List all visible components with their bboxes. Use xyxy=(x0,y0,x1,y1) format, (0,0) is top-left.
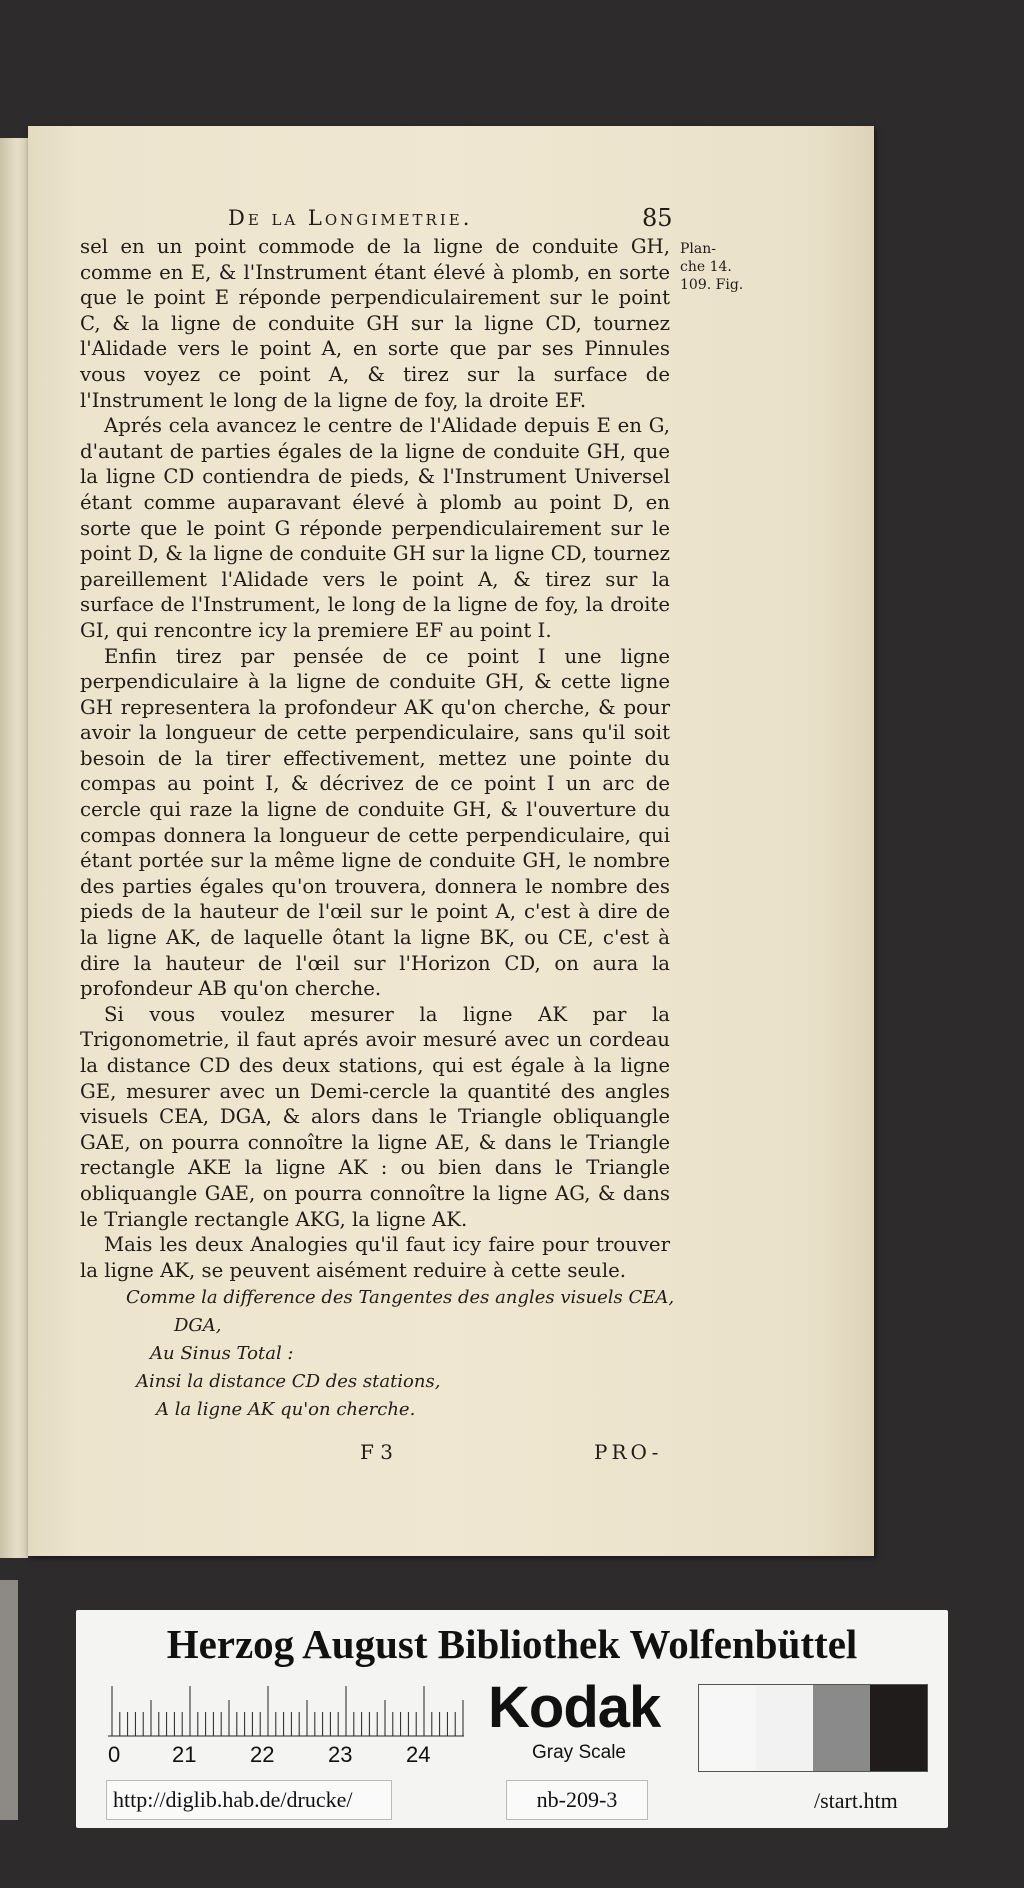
gray-patch xyxy=(699,1685,756,1771)
analogy-line: Au Sinus Total : xyxy=(150,1343,294,1364)
signature-mark: F 3 xyxy=(360,1440,393,1464)
analogy-line: A la ligne AK qu'on cherche. xyxy=(156,1399,416,1420)
gray-scale-patches xyxy=(698,1684,928,1772)
ruler-label: 22 xyxy=(250,1742,275,1767)
ruler-label: 21 xyxy=(172,1742,197,1767)
paragraph: Si vous voulez mesurer la ligne AK par la Trigonometrie, il faut aprés avoir mesuré avec un cordeau la distance CD des deux stations, qui est égale à la ligne GE, mesurer avec un Demi-cercle la quantité des angles visuels CEA, DGA, & alors dans le Triangle obliquangle GAE, on pourra connoître la ligne AE, & dans le Triangle rectangle AKE la ligne AK : ou bien dans le Triangle obliquangle GAE, on pourra connoître la ligne AG, & dans le Triangle rectangle AKG, la ligne AK. xyxy=(80,1002,670,1231)
gray-patch xyxy=(813,1685,870,1771)
shelfmark-label: nb-209-3 xyxy=(506,1780,648,1820)
paragraph: Aprés cela avancez le centre de l'Alidade depuis E en G, d'autant de parties égales de la ligne de conduite GH, que la ligne CD contiendra de pieds, & l'Instrument Universel étant comme auparavant élevé à plomb au point D, en sorte que le point G réponde perpendiculairement sur le point D, & la ligne de conduite GH sur la ligne CD, tournez pareillement l'Alidade vers le point A, & tirez sur la surface de l'Instrument, le long de la ligne de foy, la droite GI, qui rencontre icy la premiere EF au point I. xyxy=(80,414,670,642)
ruler xyxy=(108,1680,464,1770)
analogy-line: Comme la difference des Tangentes des angles visuels CEA, xyxy=(126,1287,675,1308)
paragraph: Mais les deux Analogies qu'il faut icy faire pour trouver la ligne AK, se peuvent aisément reduire à cette seule. xyxy=(80,1233,670,1282)
library-name: Herzog August Bibliothek Wolfenbüttel xyxy=(166,1621,858,1667)
body-text xyxy=(80,234,670,1283)
facing-page-edge xyxy=(0,138,28,1558)
analogy-line: Ainsi la distance CD des stations, xyxy=(136,1371,441,1392)
ruler-ticks-icon xyxy=(108,1680,464,1740)
analogy-line: DGA, xyxy=(174,1315,222,1336)
gray-patch xyxy=(870,1685,927,1771)
catchword: PRO- xyxy=(594,1440,663,1464)
margin-note-line: Plan- xyxy=(680,241,716,257)
brand-subtitle: Gray Scale xyxy=(532,1742,626,1763)
scan-target-card xyxy=(76,1610,948,1828)
url-label: http://diglib.hab.de/drucke/ xyxy=(106,1780,392,1820)
ruler-label: 23 xyxy=(328,1742,353,1767)
margin-note-line: che 14. xyxy=(680,259,732,275)
analogy-block xyxy=(126,1284,686,1424)
gray-patch xyxy=(756,1685,813,1771)
book-page xyxy=(28,126,874,1556)
ruler-label: 24 xyxy=(406,1742,431,1767)
paragraph: sel en un point commode de la ligne de conduite GH, comme en E, & l'Instrument étant élevé à plomb, en sorte que le point E réponde perpendiculairement sur le point C, & la ligne de conduite GH sur la ligne CD, tournez l'Alidade vers le point A, en sorte que par ses Pinnules vous voyez ce point A, & tirez sur la surface de l'Instrument le long de la ligne de foy, la droite EF. xyxy=(80,235,670,412)
brand-logo: Kodak xyxy=(488,1675,661,1740)
paragraph: Enfin tirez par pensée de ce point I une ligne perpendiculaire à la ligne de conduite GH, & cette ligne GH representera la profondeur AK qu'on cherche, & pour avoir la longueur de cette perpendiculaire, sans qu'il soit besoin de la tirer effectivement, mettez une pointe du compas au point I, & décrivez de ce point I un arc de cercle qui raze la ligne de conduite GH, & l'ouverture du compas donnera la longueur de cette perpendiculaire, qui étant portée sur la même ligne de conduite GH, le nombre des parties égales qu'on trouvera, donnera le nombre des pieds de la hauteur de l'œil sur le point A, c'est à dire de la ligne AK, de laquelle ôtant la ligne BK, ou CE, c'est à dire la hauteur de l'œil sur l'Horizon CD, on aura la profondeur AB qu'on cherche. xyxy=(80,644,670,1001)
url-suffix: /start.htm xyxy=(814,1788,898,1813)
margin-note-line: 109. Fig. xyxy=(680,277,744,293)
page-footer xyxy=(28,1440,874,1472)
ruler-label: 0 xyxy=(108,1742,121,1767)
scanner-edge xyxy=(0,1580,18,1820)
margin-note xyxy=(680,240,760,294)
running-title: De la Longimetrie. xyxy=(228,206,473,230)
page-number: 85 xyxy=(642,204,673,232)
